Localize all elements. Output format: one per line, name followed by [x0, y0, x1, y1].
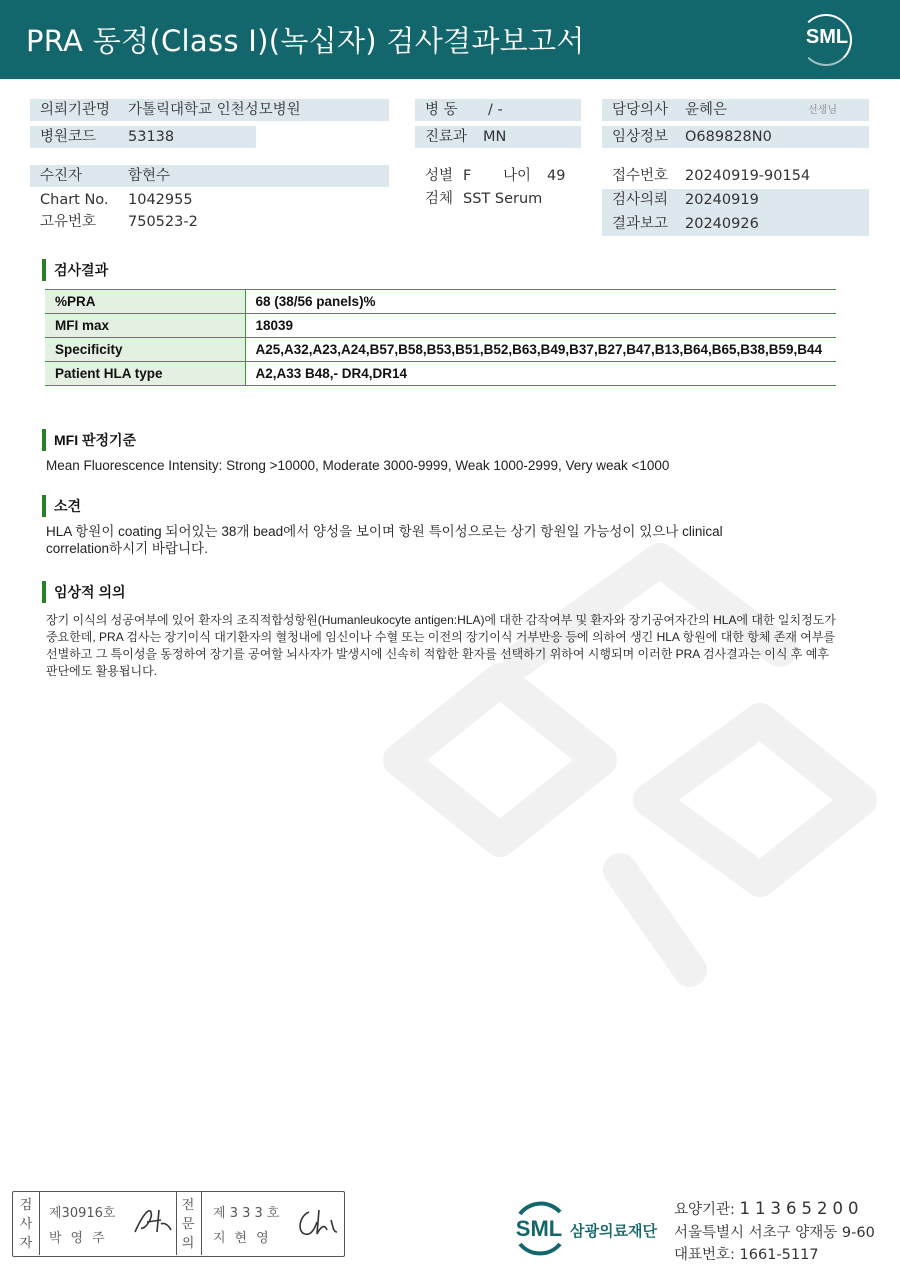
stamp-divider [39, 1192, 40, 1255]
age-value: 49 [547, 168, 566, 184]
hospital-code-label: 병원코드 [40, 129, 97, 145]
institution-field [30, 99, 389, 121]
examiner-signature-icon [131, 1204, 173, 1238]
examiner-name: 박영주 [49, 1231, 114, 1246]
result-key-specificity: Specificity [45, 338, 245, 362]
stamp-divider [201, 1192, 202, 1255]
org-code-value: 11365200 [739, 1199, 864, 1218]
specimen-field [415, 188, 595, 210]
org-phone-label: 대표번호: [674, 1247, 735, 1263]
hospital-code-value: 53138 [128, 129, 175, 145]
hospital-code-field [30, 126, 256, 148]
specialist-name: 지현영 [213, 1231, 278, 1246]
significance-text: 장기 이식의 성공여부에 있어 환자의 조직적합성항원(Humanleukocyte antigen:HLA)에 대한 감작여부 및 환자와 장기공여자간의 HLA에 대한 일치정도가 중요한데, PRA 검사는 장기이식 대기환자의 혈청내에 임신이나 수혈 또는 이전의 장기이식 거부반응 등에 의하여 생긴 HLA 항원에 대한 항체 존재 여부를 선별하고 그 특이성을 동정하여 장기를 공여할 뇌사자가 발생시에 신속히 적합한 환자를 선택하기 위하여 시행되며 이러한 PRA 검사결과는 이식 후 예후 판단에도 활용됩니다. [46, 613, 836, 678]
report-header [0, 0, 900, 79]
ward-field [415, 99, 581, 121]
clinical-info-label: 임상정보 [612, 129, 669, 145]
result-key-hla-type: Patient HLA type [45, 362, 245, 386]
specimen-value: SST Serum [463, 191, 543, 207]
table-row [45, 290, 836, 314]
specialist-signature-icon [295, 1206, 339, 1240]
request-date-value: 20240919 [685, 192, 759, 208]
results-table [45, 289, 836, 386]
chart-no-field [30, 189, 330, 211]
specialist-license: 제 3 3 3 호 [213, 1206, 280, 1221]
table-row [45, 362, 836, 386]
institution-value: 가톨릭대학교 인천성모병원 [128, 102, 301, 118]
receipt-no-field [602, 165, 869, 187]
institution-label: 의뢰기관명 [40, 102, 111, 118]
org-name: 삼광의료재단 [570, 1222, 657, 1240]
examiner-license: 제30916호 [49, 1206, 116, 1221]
doctor-field [602, 99, 869, 121]
specialist-label: 전문의 [181, 1198, 195, 1251]
specimen-label: 검체 [425, 191, 454, 207]
sex-age-field [415, 165, 595, 187]
report-date-label: 결과보고 [612, 216, 669, 232]
significance-section-title: 임상적 의의 [42, 581, 126, 603]
org-phone-value: 1661-5117 [739, 1247, 819, 1263]
chart-no-value: 1042955 [128, 192, 193, 208]
org-phone [674, 1243, 819, 1264]
department-label: 진료과 [425, 129, 468, 145]
report-date-value: 20240926 [685, 216, 759, 232]
patient-field [30, 165, 389, 187]
mfi-section-title: MFI 판정기준 [42, 429, 136, 451]
result-value-mfi-max: 18039 [245, 314, 836, 338]
sml-logo-text: SML [805, 26, 849, 48]
result-key-mfi-max: MFI max [45, 314, 245, 338]
doctor-suffix: 선생님 [808, 105, 837, 116]
org-logo-icon [510, 1200, 570, 1256]
unique-no-field [30, 211, 330, 233]
result-value-specificity: A25,A32,A23,A24,B57,B58,B53,B51,B52,B63,B49,B37,B27,B47,B13,B64,B65,B38,B59,B44 [245, 338, 836, 362]
examiner-label: 검사자 [19, 1198, 33, 1251]
doctor-label: 담당의사 [612, 102, 669, 118]
result-value-hla-type: A2,A33 B48,- DR4,DR14 [245, 362, 836, 386]
clinical-info-field [602, 126, 869, 148]
org-address: 서울특별시 서초구 양재동 9-60 [674, 1225, 875, 1241]
receipt-no-label: 접수번호 [612, 168, 669, 184]
patient-value: 함현수 [128, 168, 171, 184]
sex-value: F [463, 168, 472, 184]
request-date-label: 검사의뢰 [612, 192, 669, 208]
chart-no-label: Chart No. [40, 192, 109, 208]
sex-label: 성별 [425, 168, 454, 184]
department-value: MN [483, 129, 507, 145]
signature-stamp [12, 1191, 345, 1257]
org-logo-text: SML [515, 1216, 563, 1241]
table-row [45, 314, 836, 338]
doctor-value: 윤혜은 [685, 102, 728, 118]
age-label: 나이 [503, 168, 532, 184]
department-field [415, 126, 581, 148]
unique-no-value: 750523-2 [128, 214, 198, 230]
org-code-label: 요양기관: [674, 1202, 735, 1218]
report-title: PRA 동정(Class I)(녹십자) 검사결과보고서 [26, 24, 585, 58]
unique-no-label: 고유번호 [40, 214, 97, 230]
mfi-criteria-text: Mean Fluorescence Intensity: Strong >10000, Moderate 3000-9999, Weak 1000-2999, Very weak <1000 [46, 458, 670, 473]
opinion-section-title: 소견 [42, 495, 81, 517]
receipt-no-value: 20240919-90154 [685, 168, 811, 184]
ward-value: / - [488, 102, 503, 118]
dates-field [602, 189, 869, 236]
results-section-title: 검사결과 [42, 259, 108, 281]
result-value-pra: 68 (38/56 panels)% [245, 290, 836, 314]
opinion-text: HLA 항원이 coating 되어있는 38개 bead에서 양성을 보이며 항원 특이성으로는 상기 항원일 가능성이 있으나 clinical correlation하시기 바랍니다. [46, 524, 723, 556]
ward-label: 병 동 [425, 102, 458, 118]
table-row [45, 338, 836, 362]
clinical-info-value: O689828N0 [685, 129, 772, 145]
org-code [674, 1198, 864, 1219]
patient-label: 수진자 [40, 168, 83, 184]
result-key-pra: %PRA [45, 290, 245, 314]
